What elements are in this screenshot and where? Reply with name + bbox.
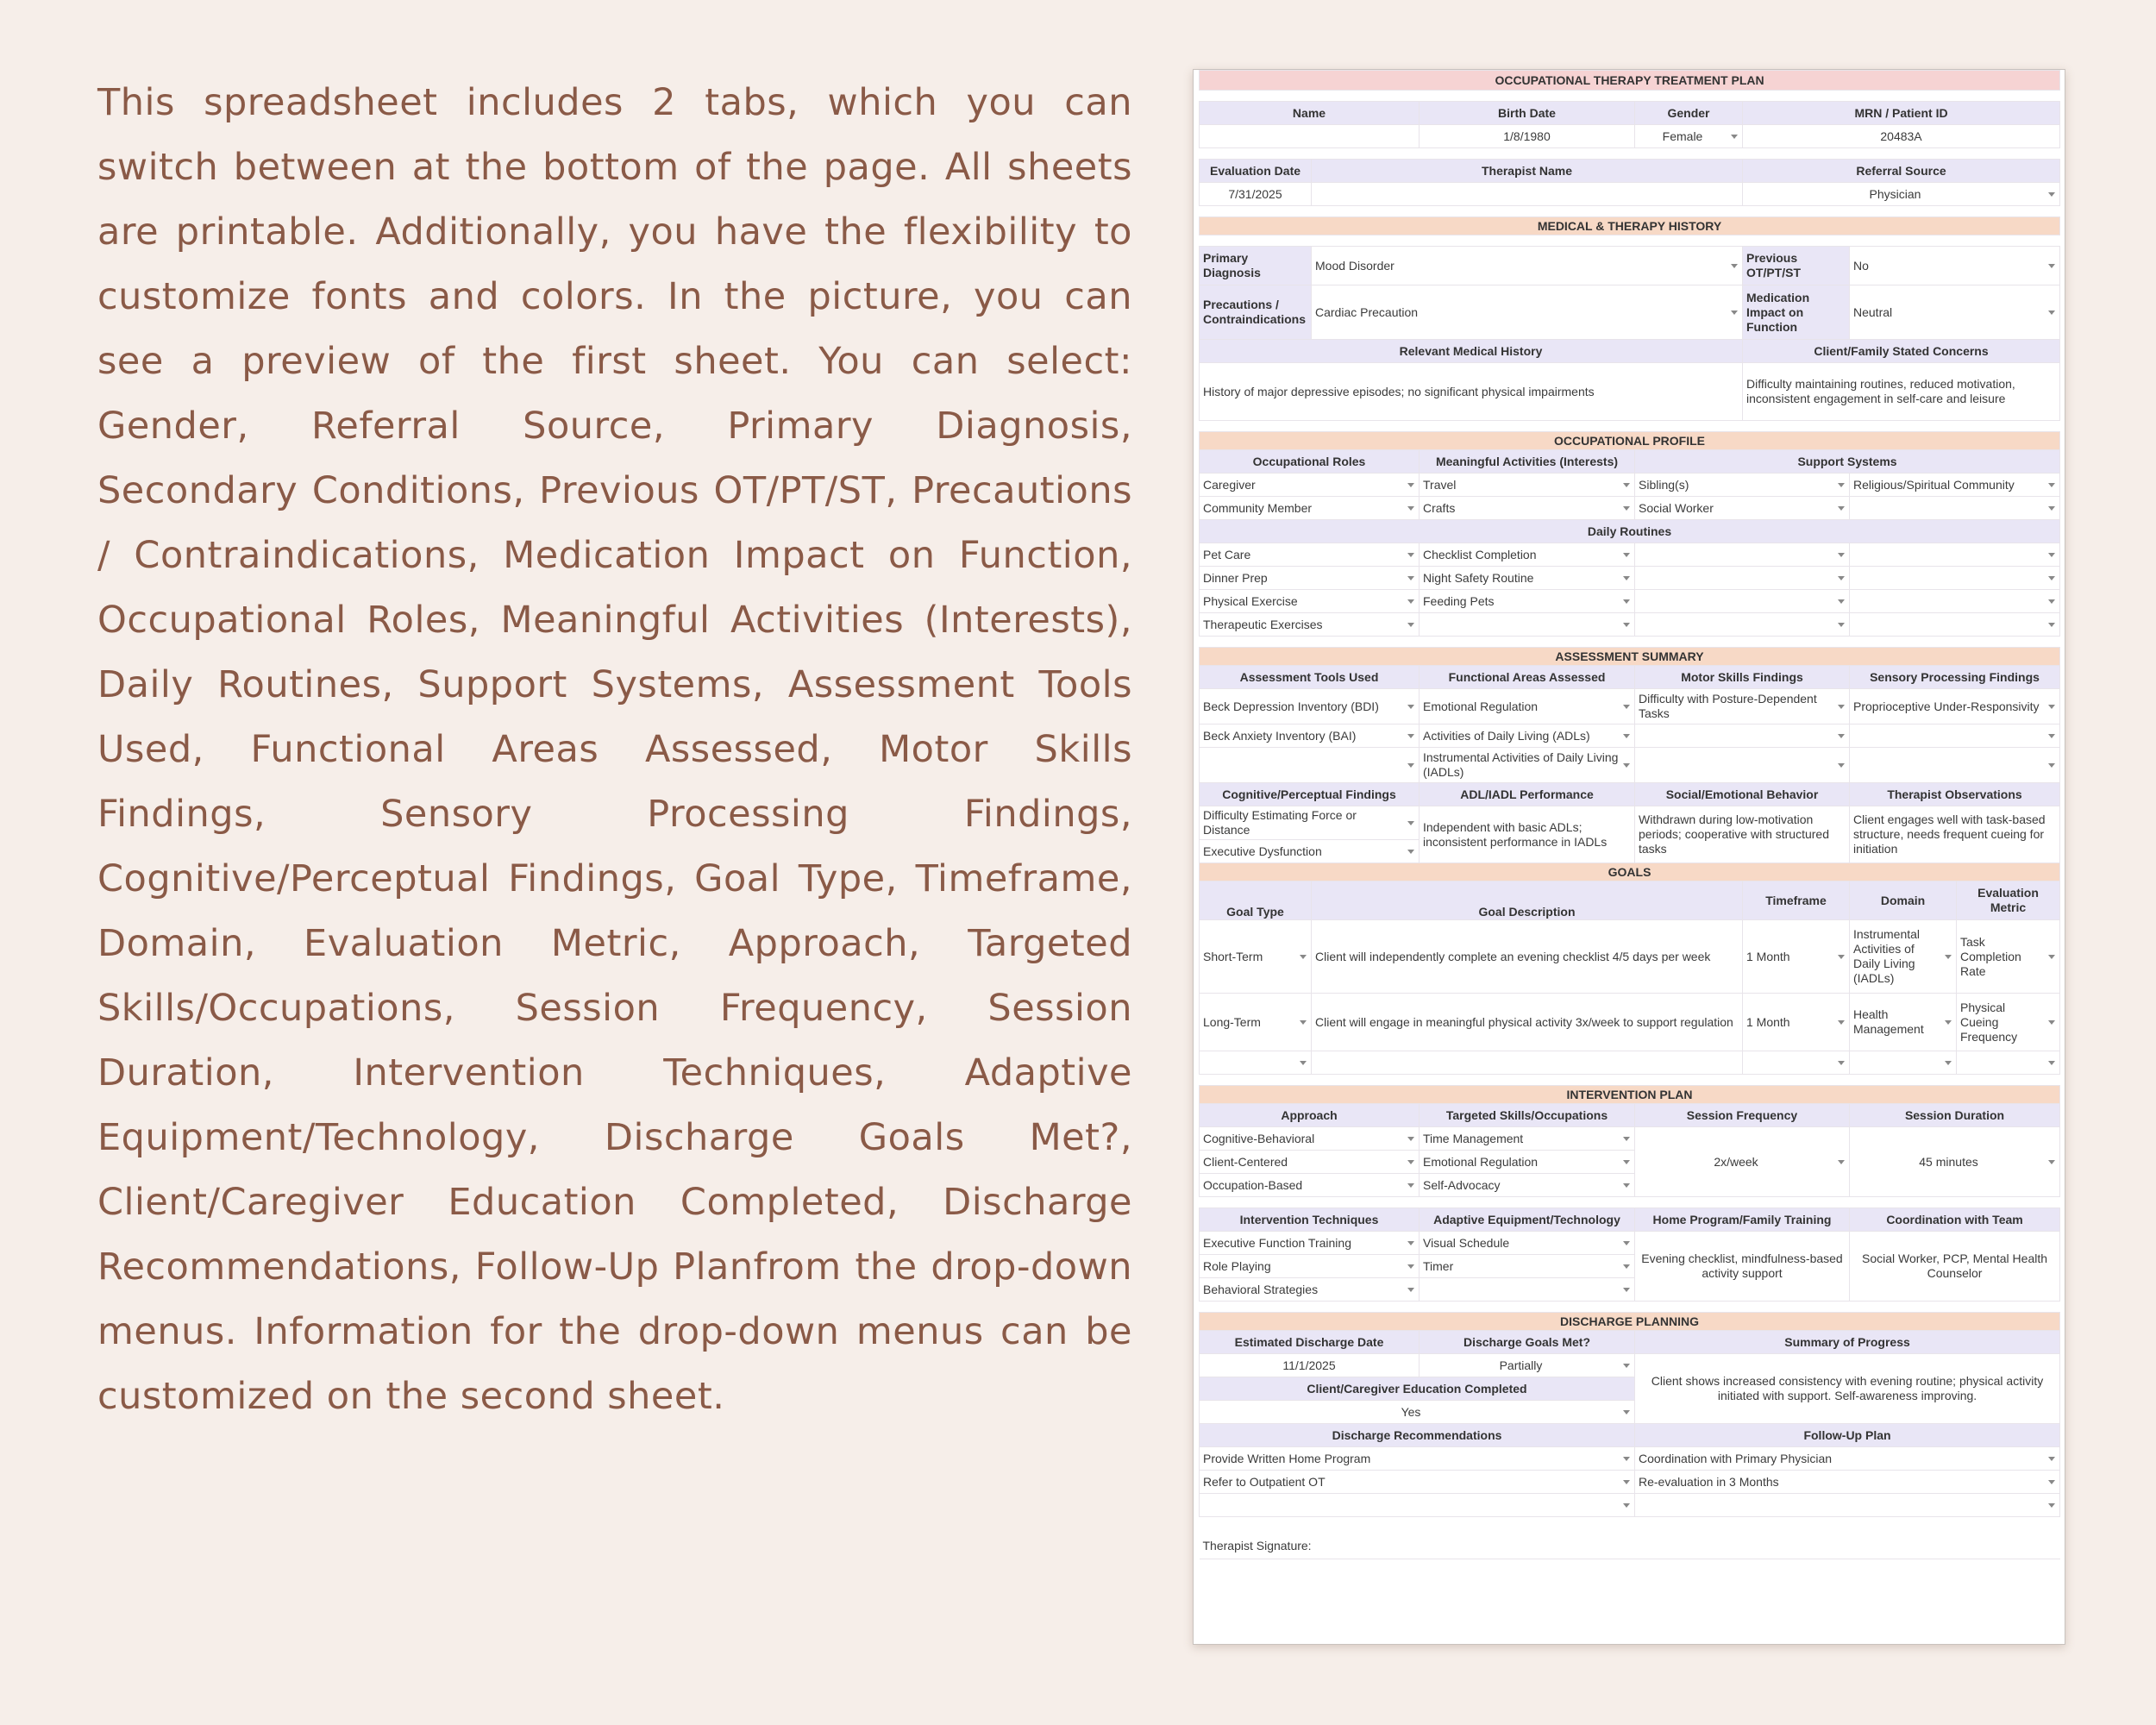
chevron-down-icon xyxy=(2048,1457,2055,1461)
routine-dropdown[interactable] xyxy=(1200,567,1420,590)
session-frequency-value: 2x/week xyxy=(1714,1154,1758,1169)
routine-dropdown[interactable] xyxy=(1635,590,1850,613)
sensory-dropdown[interactable] xyxy=(1850,748,2060,783)
chevron-down-icon xyxy=(1623,1183,1630,1188)
assessment-tool-dropdown[interactable] xyxy=(1200,724,1420,748)
routine-value: Feeding Pets xyxy=(1423,593,1495,608)
chevron-down-icon xyxy=(1623,1160,1630,1164)
targeted-skill-value: Self-Advocacy xyxy=(1423,1177,1501,1192)
chevron-down-icon xyxy=(1623,705,1630,709)
chevron-down-icon xyxy=(1945,955,1952,959)
social-emotional-header: Social/Emotional Behavior xyxy=(1635,783,1850,806)
routine-value: Physical Exercise xyxy=(1203,593,1298,608)
progress-summary-cell[interactable]: Client shows increased consistency with evening routine; physical activity initiated with support. Self-awareness improving. xyxy=(1635,1354,2060,1424)
session-duration-value: 45 minutes xyxy=(1919,1154,1978,1169)
chevron-down-icon xyxy=(1838,553,1845,557)
activity-value: Crafts xyxy=(1423,500,1456,515)
support-dropdown[interactable] xyxy=(1850,474,2060,497)
targeted-skill-value: Emotional Regulation xyxy=(1423,1154,1539,1169)
chevron-down-icon xyxy=(1407,705,1414,709)
precautions-value: Cardiac Precaution xyxy=(1315,304,1419,319)
goal-description-cell[interactable]: Client will engage in meaningful physical activity 3x/week to support regulation xyxy=(1312,994,1743,1051)
routine-dropdown[interactable] xyxy=(1635,613,1850,637)
evaluation-metric-dropdown[interactable] xyxy=(1957,1051,2060,1075)
evaluation-metric-value: Physical Cueing Frequency xyxy=(1960,1000,2018,1044)
chevron-down-icon xyxy=(1407,850,1414,854)
domain-value: Instrumental Activities of Daily Living (IADLs) xyxy=(1853,927,1921,985)
targeted-skill-value: Time Management xyxy=(1423,1131,1524,1145)
assessment-tools-header: Assessment Tools Used xyxy=(1200,666,1420,689)
precautions-label: Precautions / Contraindications xyxy=(1200,285,1312,340)
chevron-down-icon xyxy=(2048,1503,2055,1508)
session-duration-header: Session Duration xyxy=(1850,1104,2060,1127)
targeted-skills-header: Targeted Skills/Occupations xyxy=(1420,1104,1635,1127)
name-header: Name xyxy=(1200,102,1420,125)
therapist-name-header: Therapist Name xyxy=(1312,160,1743,183)
routine-dropdown[interactable] xyxy=(1420,590,1635,613)
session-frequency-header: Session Frequency xyxy=(1635,1104,1850,1127)
chevron-down-icon xyxy=(1838,955,1845,959)
motor-skills-dropdown[interactable] xyxy=(1635,689,1850,724)
domain-dropdown[interactable] xyxy=(1850,1051,1957,1075)
chevron-down-icon xyxy=(1623,1241,1630,1245)
motor-skills-dropdown[interactable] xyxy=(1635,748,1850,783)
cognitive-value: Difficulty Estimating Force or Distance xyxy=(1203,808,1357,837)
chevron-down-icon xyxy=(2048,310,2055,315)
chevron-down-icon xyxy=(1838,763,1845,768)
social-emotional-cell[interactable]: Withdrawn during low-motivation periods; cooperative with structured tasks xyxy=(1635,806,1850,863)
approach-dropdown[interactable] xyxy=(1200,1151,1420,1174)
functional-area-value: Instrumental Activities of Daily Living (IADLs) xyxy=(1423,750,1619,779)
birth-date-header: Birth Date xyxy=(1420,102,1635,125)
profile-section-title: OCCUPATIONAL PROFILE xyxy=(1200,432,2060,450)
goal-type-dropdown[interactable] xyxy=(1200,920,1312,994)
chevron-down-icon xyxy=(2048,623,2055,627)
chevron-down-icon xyxy=(1623,1410,1630,1414)
domain-header: Domain xyxy=(1850,881,1957,920)
targeted-skill-dropdown[interactable] xyxy=(1420,1127,1635,1151)
previous-therapy-label: Previous OT/PT/ST xyxy=(1743,247,1850,285)
chevron-down-icon xyxy=(1838,734,1845,738)
assessment-tool-dropdown[interactable] xyxy=(1200,748,1420,783)
gender-header: Gender xyxy=(1635,102,1743,125)
precautions-dropdown[interactable] xyxy=(1312,285,1743,340)
chevron-down-icon xyxy=(1838,506,1845,511)
chevron-down-icon xyxy=(1623,506,1630,511)
assessment-tool-value: Beck Anxiety Inventory (BAI) xyxy=(1203,728,1357,743)
chevron-down-icon xyxy=(1623,1264,1630,1269)
adaptive-equipment-value: Visual Schedule xyxy=(1423,1235,1510,1250)
domain-dropdown[interactable] xyxy=(1850,994,1957,1051)
chevron-down-icon xyxy=(2048,734,2055,738)
chevron-down-icon xyxy=(1623,1137,1630,1141)
therapist-observations-cell[interactable]: Client engages well with task-based structure, needs frequent cueing for initiation xyxy=(1850,806,2060,863)
support-value: Religious/Spiritual Community xyxy=(1853,477,2015,492)
chevron-down-icon xyxy=(1407,1288,1414,1292)
sheet-title: OCCUPATIONAL THERAPY TREATMENT PLAN xyxy=(1200,71,2060,91)
discharge-date-cell[interactable]: 11/1/2025 xyxy=(1200,1354,1420,1377)
activity-dropdown[interactable] xyxy=(1420,474,1635,497)
education-completed-value: Yes xyxy=(1401,1404,1421,1419)
goals-met-value: Partially xyxy=(1499,1358,1543,1372)
chevron-down-icon xyxy=(1838,1020,1845,1025)
role-dropdown[interactable] xyxy=(1200,497,1420,520)
chevron-down-icon xyxy=(1838,599,1845,604)
home-program-header: Home Program/Family Training xyxy=(1635,1208,1850,1232)
chevron-down-icon xyxy=(1731,264,1738,268)
sensory-dropdown[interactable] xyxy=(1850,724,2060,748)
discharge-date-header: Estimated Discharge Date xyxy=(1200,1331,1420,1354)
promo-text: This spreadsheet includes 2 tabs, which you can switch between at the bottom of the page. All sheets are printable. Additionally, you have the flexibility to customize fonts and colors. In the picture, you can see a preview of the first sheet. You can select: Gender, Referral Source, Primary Diagnosis, Secondary Conditions, Previous OT/PT/ST, Precautions / Contraindications, Medication Impact on Function, Occupational Roles, Meaningful Activities (Interests), Daily Routines, Support Systems, Assessment Tools Used, Functional Areas Assessed, Motor Skills Findings, Sensory Processing Findings, Cognitive/Perceptual Findings, Goal Type, Timeframe, Domain, Evaluation Metric, Approach, Targeted Skills/Occupations, Session Frequency, Session Duration, Intervention Techniques, Adaptive Equipment/Technology, Discharge Goals Met?, Client/Caregiver Education Completed, Discharge Recommendations, Follow-Up Planfrom the drop-down menus. Information for the drop-down menus can be customized on the second sheet. xyxy=(97,81,1132,1418)
approach-value: Client-Centered xyxy=(1203,1154,1288,1169)
goals-met-dropdown[interactable] xyxy=(1420,1354,1635,1377)
role-dropdown[interactable] xyxy=(1200,474,1420,497)
domain-dropdown[interactable] xyxy=(1850,920,1957,994)
mrn-header: MRN / Patient ID xyxy=(1743,102,2060,125)
chevron-down-icon xyxy=(1407,599,1414,604)
goal-description-header: Goal Description xyxy=(1312,881,1743,920)
follow-up-dropdown[interactable] xyxy=(1635,1494,2060,1517)
previous-therapy-value: No xyxy=(1853,258,1869,273)
team-coordination-cell[interactable]: Social Worker, PCP, Mental Health Counselor xyxy=(1850,1232,2060,1302)
chevron-down-icon xyxy=(1623,763,1630,768)
evaluation-metric-value: Task Completion Rate xyxy=(1960,934,2021,978)
support-value: Social Worker xyxy=(1639,500,1714,515)
functional-area-value: Activities of Daily Living (ADLs) xyxy=(1423,728,1590,743)
primary-diagnosis-label: Primary Diagnosis xyxy=(1200,247,1312,285)
assessment-section-title: ASSESSMENT SUMMARY xyxy=(1200,648,2060,666)
goal-description-cell[interactable] xyxy=(1312,1051,1743,1075)
chevron-down-icon xyxy=(1407,553,1414,557)
routine-dropdown[interactable] xyxy=(1420,543,1635,567)
cognitive-value: Executive Dysfunction xyxy=(1203,844,1322,858)
functional-area-dropdown[interactable] xyxy=(1420,724,1635,748)
role-value: Community Member xyxy=(1203,500,1313,515)
intervention-technique-dropdown[interactable] xyxy=(1200,1232,1420,1255)
therapist-name-cell[interactable] xyxy=(1312,183,1743,206)
therapist-signature-line[interactable]: Therapist Signature: xyxy=(1200,1533,2060,1559)
support-value: Sibling(s) xyxy=(1639,477,1689,492)
intervention-techniques-header: Intervention Techniques xyxy=(1200,1208,1420,1232)
chevron-down-icon xyxy=(2048,763,2055,768)
functional-area-dropdown[interactable] xyxy=(1420,689,1635,724)
routine-value: Checklist Completion xyxy=(1423,547,1537,561)
follow-up-value: Re-evaluation in 3 Months xyxy=(1639,1474,1779,1489)
evaluation-metric-dropdown[interactable] xyxy=(1957,994,2060,1051)
meaningful-activities-header: Meaningful Activities (Interests) xyxy=(1420,450,1635,474)
name-cell[interactable] xyxy=(1200,125,1420,148)
adaptive-equipment-dropdown[interactable] xyxy=(1420,1232,1635,1255)
chevron-down-icon xyxy=(1407,576,1414,580)
goal-type-value: Short-Term xyxy=(1203,949,1263,963)
chevron-down-icon xyxy=(1623,1457,1630,1461)
chevron-down-icon xyxy=(2048,483,2055,487)
goals-section-title: GOALS xyxy=(1200,863,2060,881)
intervention-technique-dropdown[interactable] xyxy=(1200,1255,1420,1278)
relevant-history-header: Relevant Medical History xyxy=(1200,340,1743,363)
routine-dropdown[interactable] xyxy=(1200,613,1420,637)
chevron-down-icon xyxy=(1623,1480,1630,1484)
referral-source-dropdown[interactable] xyxy=(1743,183,2060,206)
activity-value: Travel xyxy=(1423,477,1457,492)
chevron-down-icon xyxy=(1623,1288,1630,1292)
referral-source-header: Referral Source xyxy=(1743,160,2060,183)
gender-value: Female xyxy=(1662,129,1703,143)
primary-diagnosis-value: Mood Disorder xyxy=(1315,258,1395,273)
chevron-down-icon xyxy=(1838,483,1845,487)
session-frequency-dropdown[interactable] xyxy=(1635,1127,1850,1197)
medication-impact-value: Neutral xyxy=(1853,304,1893,319)
routine-dropdown[interactable] xyxy=(1635,567,1850,590)
routine-dropdown[interactable] xyxy=(1850,590,2060,613)
chevron-down-icon xyxy=(1945,1020,1952,1025)
sensory-dropdown[interactable] xyxy=(1850,689,2060,724)
functional-area-dropdown[interactable] xyxy=(1420,748,1635,783)
goal-type-dropdown[interactable] xyxy=(1200,994,1312,1051)
intervention-technique-dropdown[interactable] xyxy=(1200,1278,1420,1302)
promo-description xyxy=(97,71,1132,1429)
support-dropdown[interactable] xyxy=(1635,497,1850,520)
chevron-down-icon xyxy=(1407,623,1414,627)
goal-type-header: Goal Type xyxy=(1200,881,1312,920)
chevron-down-icon xyxy=(2048,553,2055,557)
support-systems-header: Support Systems xyxy=(1635,450,2060,474)
chevron-down-icon xyxy=(1407,734,1414,738)
recommendation-value: Provide Written Home Program xyxy=(1203,1451,1371,1465)
sensory-value: Proprioceptive Under-Responsivity xyxy=(1853,699,2040,713)
chevron-down-icon xyxy=(2048,599,2055,604)
routine-dropdown[interactable] xyxy=(1850,613,2060,637)
discharge-recommendations-header: Discharge Recommendations xyxy=(1200,1424,1635,1447)
chevron-down-icon xyxy=(2048,576,2055,580)
assessment-tool-value: Beck Depression Inventory (BDI) xyxy=(1203,699,1379,713)
recommendation-dropdown[interactable] xyxy=(1200,1471,1635,1494)
routine-dropdown[interactable] xyxy=(1200,543,1420,567)
birth-date-cell[interactable]: 1/8/1980 xyxy=(1420,125,1635,148)
functional-area-value: Emotional Regulation xyxy=(1423,699,1539,713)
session-duration-dropdown[interactable] xyxy=(1850,1127,2060,1197)
intervention-technique-value: Executive Function Training xyxy=(1203,1235,1351,1250)
therapist-observations-header: Therapist Observations xyxy=(1850,783,2060,806)
chevron-down-icon xyxy=(1623,576,1630,580)
goal-description-cell[interactable]: Client will independently complete an evening checklist 4/5 days per week xyxy=(1312,920,1743,994)
follow-up-plan-header: Follow-Up Plan xyxy=(1635,1424,2060,1447)
chevron-down-icon xyxy=(1407,483,1414,487)
evaluation-metric-dropdown[interactable] xyxy=(1957,920,2060,994)
evaluation-date-cell[interactable]: 7/31/2025 xyxy=(1200,183,1312,206)
chevron-down-icon xyxy=(2048,1061,2055,1065)
chevron-down-icon xyxy=(2048,192,2055,197)
timeframe-dropdown[interactable] xyxy=(1743,1051,1850,1075)
evaluation-metric-header: Evaluation Metric xyxy=(1957,881,2060,920)
intervention-technique-value: Behavioral Strategies xyxy=(1203,1282,1319,1296)
chevron-down-icon xyxy=(2048,506,2055,511)
chevron-down-icon xyxy=(1407,1160,1414,1164)
discharge-section-title: DISCHARGE PLANNING xyxy=(1200,1313,2060,1331)
assessment-tool-dropdown[interactable] xyxy=(1200,689,1420,724)
support-dropdown[interactable] xyxy=(1850,497,2060,520)
timeframe-value: 1 Month xyxy=(1746,1014,1790,1029)
medication-impact-dropdown[interactable] xyxy=(1850,285,2060,340)
chevron-down-icon xyxy=(2048,1020,2055,1025)
spreadsheet-preview xyxy=(1193,69,2065,1645)
mrn-cell[interactable]: 20483A xyxy=(1743,125,2060,148)
primary-diagnosis-dropdown[interactable] xyxy=(1312,247,1743,285)
adaptive-equipment-dropdown[interactable] xyxy=(1420,1278,1635,1302)
cognitive-header: Cognitive/Perceptual Findings xyxy=(1200,783,1420,806)
chevron-down-icon xyxy=(1623,1503,1630,1508)
routine-value: Night Safety Routine xyxy=(1423,570,1534,585)
chevron-down-icon xyxy=(1407,1183,1414,1188)
chevron-down-icon xyxy=(1623,599,1630,604)
chevron-down-icon xyxy=(2048,1160,2055,1164)
targeted-skill-dropdown[interactable] xyxy=(1420,1174,1635,1197)
targeted-skill-dropdown[interactable] xyxy=(1420,1151,1635,1174)
chevron-down-icon xyxy=(1300,1020,1307,1025)
adaptive-equipment-header: Adaptive Equipment/Technology xyxy=(1420,1208,1635,1232)
timeframe-dropdown[interactable] xyxy=(1743,920,1850,994)
chevron-down-icon xyxy=(1407,821,1414,825)
approach-value: Cognitive-Behavioral xyxy=(1203,1131,1315,1145)
medication-impact-label: Medication Impact on Function xyxy=(1743,285,1850,340)
chevron-down-icon xyxy=(1300,1061,1307,1065)
timeframe-header: Timeframe xyxy=(1743,881,1850,920)
follow-up-dropdown[interactable] xyxy=(1635,1471,2060,1494)
chevron-down-icon xyxy=(1407,1264,1414,1269)
timeframe-value: 1 Month xyxy=(1746,949,1790,963)
chevron-down-icon xyxy=(1407,506,1414,511)
routine-dropdown[interactable] xyxy=(1420,613,1635,637)
intervention-section-title: INTERVENTION PLAN xyxy=(1200,1086,2060,1104)
chevron-down-icon xyxy=(1623,623,1630,627)
chevron-down-icon xyxy=(1838,1061,1845,1065)
recommendation-value: Refer to Outpatient OT xyxy=(1203,1474,1326,1489)
referral-source-value: Physician xyxy=(1869,186,1921,201)
chevron-down-icon xyxy=(1407,1241,1414,1245)
chevron-down-icon xyxy=(2048,955,2055,959)
chevron-down-icon xyxy=(1731,310,1738,315)
relevant-history-cell[interactable]: History of major depressive episodes; no significant physical impairments xyxy=(1200,363,1743,421)
chevron-down-icon xyxy=(1623,483,1630,487)
activity-dropdown[interactable] xyxy=(1420,497,1635,520)
goals-met-header: Discharge Goals Met? xyxy=(1420,1331,1635,1354)
gender-dropdown[interactable] xyxy=(1635,125,1743,148)
functional-areas-header: Functional Areas Assessed xyxy=(1420,666,1635,689)
motor-skills-dropdown[interactable] xyxy=(1635,724,1850,748)
cognitive-dropdown[interactable] xyxy=(1200,806,1420,840)
routine-dropdown[interactable] xyxy=(1850,567,2060,590)
chevron-down-icon xyxy=(2048,705,2055,709)
cognitive-dropdown[interactable] xyxy=(1200,840,1420,863)
approach-dropdown[interactable] xyxy=(1200,1174,1420,1197)
follow-up-dropdown[interactable] xyxy=(1635,1447,2060,1471)
routine-dropdown[interactable] xyxy=(1420,567,1635,590)
previous-therapy-dropdown[interactable] xyxy=(1850,247,2060,285)
education-completed-dropdown[interactable] xyxy=(1200,1401,1635,1424)
recommendation-dropdown[interactable] xyxy=(1200,1447,1635,1471)
occupational-roles-header: Occupational Roles xyxy=(1200,450,1420,474)
evaluation-date-header: Evaluation Date xyxy=(1200,160,1312,183)
chevron-down-icon xyxy=(2048,264,2055,268)
chevron-down-icon xyxy=(1407,763,1414,768)
progress-summary-header: Summary of Progress xyxy=(1635,1331,2060,1354)
history-section-title: MEDICAL & THERAPY HISTORY xyxy=(1200,217,2060,235)
domain-value: Health Management xyxy=(1853,1007,1924,1036)
chevron-down-icon xyxy=(1731,135,1738,139)
chevron-down-icon xyxy=(1945,1061,1952,1065)
routine-value: Pet Care xyxy=(1203,547,1251,561)
chevron-down-icon xyxy=(1838,576,1845,580)
sensory-processing-header: Sensory Processing Findings xyxy=(1850,666,2060,689)
chevron-down-icon xyxy=(1838,623,1845,627)
routine-dropdown[interactable] xyxy=(1635,543,1850,567)
goal-type-dropdown[interactable] xyxy=(1200,1051,1312,1075)
treatment-plan-table xyxy=(1199,70,2060,1559)
chevron-down-icon xyxy=(1300,955,1307,959)
client-concerns-cell[interactable]: Difficulty maintaining routines, reduced motivation, inconsistent engagement in self-care and leisure xyxy=(1743,363,2060,421)
routine-value: Therapeutic Exercises xyxy=(1203,617,1323,631)
chevron-down-icon xyxy=(2048,1480,2055,1484)
education-completed-header: Client/Caregiver Education Completed xyxy=(1200,1377,1635,1401)
chevron-down-icon xyxy=(1623,1364,1630,1368)
intervention-technique-value: Role Playing xyxy=(1203,1258,1271,1273)
support-dropdown[interactable] xyxy=(1635,474,1850,497)
approach-dropdown[interactable] xyxy=(1200,1127,1420,1151)
goal-type-value: Long-Term xyxy=(1203,1014,1261,1029)
daily-routines-header: Daily Routines xyxy=(1200,520,2060,543)
client-concerns-header: Client/Family Stated Concerns xyxy=(1743,340,2060,363)
chevron-down-icon xyxy=(1838,1160,1845,1164)
adaptive-equipment-value: Timer xyxy=(1423,1258,1454,1273)
chevron-down-icon xyxy=(1838,705,1845,709)
home-program-cell[interactable]: Evening checklist, mindfulness-based activity support xyxy=(1635,1232,1850,1302)
motor-skills-header: Motor Skills Findings xyxy=(1635,666,1850,689)
role-value: Caregiver xyxy=(1203,477,1256,492)
recommendation-dropdown[interactable] xyxy=(1200,1494,1635,1517)
routine-dropdown[interactable] xyxy=(1200,590,1420,613)
adl-performance-header: ADL/IADL Performance xyxy=(1420,783,1635,806)
motor-skills-value: Difficulty with Posture-Dependent Tasks xyxy=(1639,692,1817,720)
timeframe-dropdown[interactable] xyxy=(1743,994,1850,1051)
routine-dropdown[interactable] xyxy=(1850,543,2060,567)
chevron-down-icon xyxy=(1407,1137,1414,1141)
follow-up-value: Coordination with Primary Physician xyxy=(1639,1451,1833,1465)
team-coordination-header: Coordination with Team xyxy=(1850,1208,2060,1232)
chevron-down-icon xyxy=(1623,734,1630,738)
approach-header: Approach xyxy=(1200,1104,1420,1127)
adaptive-equipment-dropdown[interactable] xyxy=(1420,1255,1635,1278)
chevron-down-icon xyxy=(1623,553,1630,557)
routine-value: Dinner Prep xyxy=(1203,570,1268,585)
approach-value: Occupation-Based xyxy=(1203,1177,1303,1192)
adl-performance-cell[interactable]: Independent with basic ADLs; inconsistent performance in IADLs xyxy=(1420,806,1635,863)
